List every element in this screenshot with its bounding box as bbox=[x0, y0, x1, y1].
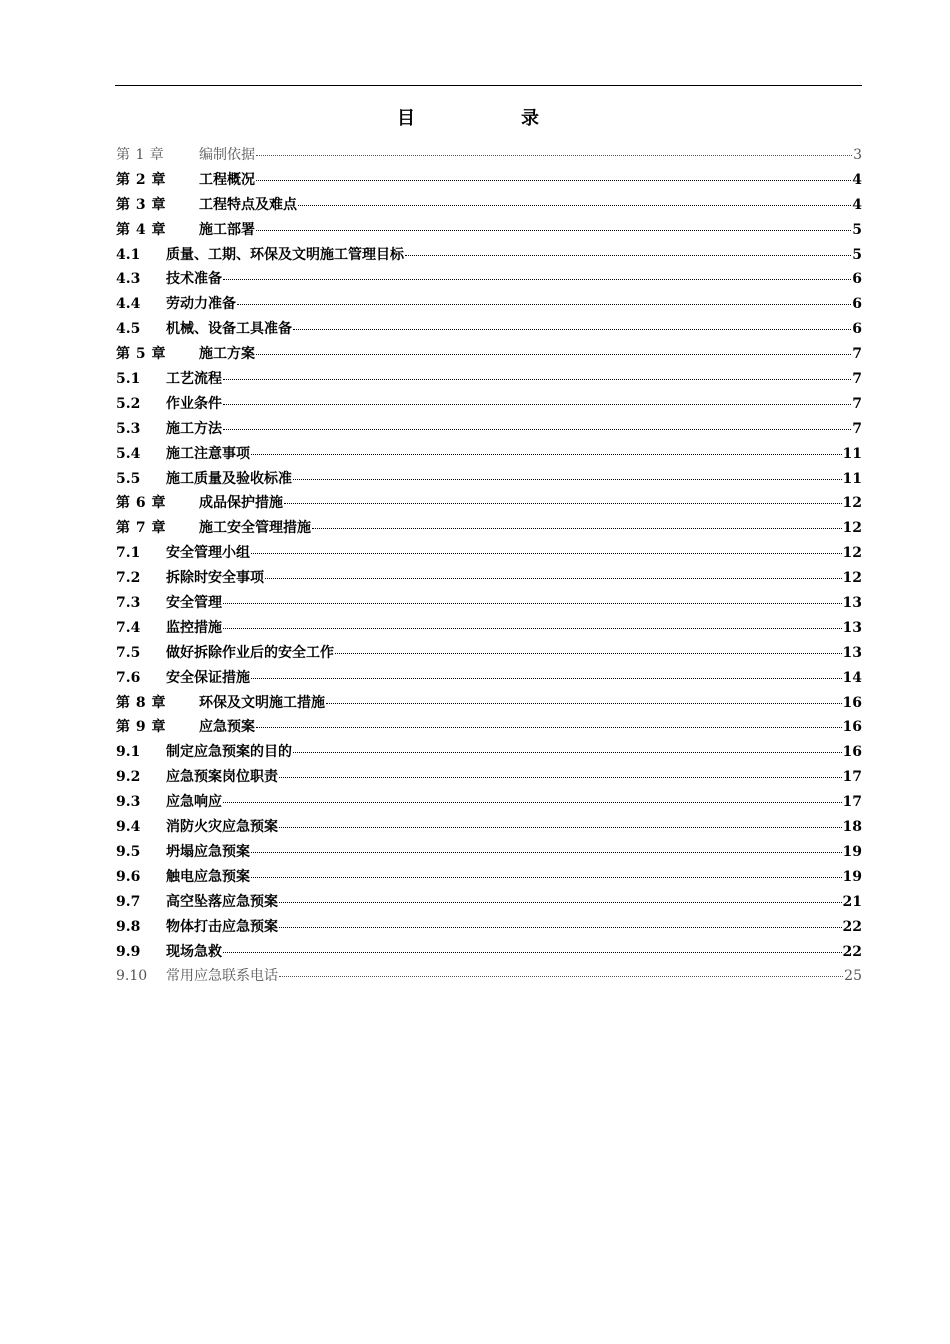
toc-entry-label: 安全管理 bbox=[166, 595, 222, 612]
toc-entry[interactable] bbox=[116, 143, 862, 168]
toc-entry-page: 16 bbox=[842, 744, 862, 761]
toc-dot-leader bbox=[223, 603, 842, 604]
toc-entry-number: 5.2 bbox=[116, 395, 141, 412]
toc-dot-leader bbox=[251, 852, 842, 853]
toc-dot-leader bbox=[335, 653, 842, 654]
toc-entry-number: 9.7 bbox=[116, 893, 141, 910]
toc-dot-leader bbox=[293, 479, 842, 480]
toc-entry-page: 16 bbox=[842, 719, 862, 736]
toc-entry-number: 4.1 bbox=[116, 246, 141, 263]
toc-dot-leader bbox=[256, 230, 851, 231]
toc-entry-label: 施工部署 bbox=[199, 221, 255, 238]
toc-entry[interactable] bbox=[116, 168, 862, 193]
toc-entry[interactable] bbox=[116, 442, 862, 467]
toc-entry-number: 第 2 章 bbox=[116, 171, 166, 188]
toc-entry-label: 技术准备 bbox=[166, 271, 222, 288]
toc-entry[interactable] bbox=[116, 964, 862, 989]
toc-entry-number: 9.5 bbox=[116, 843, 141, 860]
toc-entry-label: 质量、工期、环保及文明施工管理目标 bbox=[166, 246, 404, 263]
toc-entry-label: 制定应急预案的目的 bbox=[166, 744, 292, 761]
toc-dot-leader bbox=[256, 354, 851, 355]
toc-entry-page: 5 bbox=[852, 221, 862, 238]
toc-entry-page: 7 bbox=[852, 346, 862, 363]
toc-entry-label: 安全管理小组 bbox=[166, 545, 250, 562]
toc-entry-page: 19 bbox=[842, 868, 862, 885]
toc-entry[interactable] bbox=[116, 342, 862, 367]
toc-entry-label: 施工注意事项 bbox=[166, 445, 250, 462]
toc-entry-label: 高空坠落应急预案 bbox=[166, 893, 278, 910]
toc-dot-leader bbox=[279, 976, 843, 977]
toc-entry-page: 17 bbox=[842, 769, 862, 786]
toc-entry[interactable] bbox=[116, 616, 862, 641]
toc-dot-leader bbox=[223, 404, 851, 405]
toc-dot-leader bbox=[279, 777, 842, 778]
toc-entry-page: 13 bbox=[842, 644, 862, 661]
toc-dot-leader bbox=[223, 429, 851, 430]
toc-dot-leader bbox=[256, 155, 852, 156]
toc-entry-label: 施工质量及验收标准 bbox=[166, 470, 292, 487]
toc-entry-label: 坍塌应急预案 bbox=[166, 843, 250, 860]
toc-entry-number: 4.3 bbox=[116, 271, 141, 288]
toc-entry[interactable] bbox=[116, 417, 862, 442]
toc-entry[interactable] bbox=[116, 317, 862, 342]
toc-entry-number: 5.3 bbox=[116, 420, 141, 437]
toc-dot-leader bbox=[256, 727, 842, 728]
toc-dot-leader bbox=[256, 180, 851, 181]
toc-entry-label: 成品保护措施 bbox=[199, 495, 283, 512]
toc-entry[interactable] bbox=[116, 566, 862, 591]
toc-entry-label: 机械、设备工具准备 bbox=[166, 321, 292, 338]
toc-entry-label: 编制依据 bbox=[199, 147, 255, 163]
toc-entry-label: 触电应急预案 bbox=[166, 868, 250, 885]
toc-entry[interactable] bbox=[116, 591, 862, 616]
toc-dot-leader bbox=[223, 279, 851, 280]
toc-entry[interactable] bbox=[116, 765, 862, 790]
toc-entry-label: 环保及文明施工措施 bbox=[199, 694, 325, 711]
toc-entry[interactable] bbox=[116, 890, 862, 915]
toc-entry-number: 4.5 bbox=[116, 321, 141, 338]
toc-entry-label: 劳动力准备 bbox=[166, 296, 236, 313]
toc-entry[interactable] bbox=[116, 467, 862, 492]
toc-entry-number: 9.2 bbox=[116, 769, 141, 786]
toc-entry-number: 9.3 bbox=[116, 794, 141, 811]
toc-dot-leader bbox=[298, 205, 851, 206]
toc-entry-page: 4 bbox=[852, 196, 862, 213]
toc-entry-page: 21 bbox=[842, 893, 862, 910]
toc-entry-label: 应急响应 bbox=[166, 794, 222, 811]
toc-entry-number: 7.6 bbox=[116, 669, 141, 686]
toc-entry-label: 施工安全管理措施 bbox=[199, 520, 311, 537]
toc-entry-label: 施工方法 bbox=[166, 420, 222, 437]
toc-entry-number: 7.2 bbox=[116, 570, 141, 587]
toc-entry-number: 第 1 章 bbox=[116, 147, 165, 163]
toc-entry[interactable] bbox=[116, 218, 862, 243]
toc-entry[interactable] bbox=[116, 840, 862, 865]
toc-entry-page: 12 bbox=[842, 495, 862, 512]
toc-entry[interactable] bbox=[116, 740, 862, 765]
toc-entry-label: 监控措施 bbox=[166, 619, 222, 636]
toc-entry-label: 应急预案岗位职责 bbox=[166, 769, 278, 786]
toc-dot-leader bbox=[279, 827, 842, 828]
toc-entry-number: 9.8 bbox=[116, 918, 141, 935]
toc-entry[interactable] bbox=[116, 915, 862, 940]
toc-entry[interactable] bbox=[116, 815, 862, 840]
toc-entry-label: 工程特点及难点 bbox=[199, 196, 297, 213]
toc-dot-leader bbox=[279, 902, 842, 903]
toc-dot-leader bbox=[251, 454, 842, 455]
toc-entry-label: 常用应急联系电话 bbox=[166, 968, 278, 985]
toc-entry-page: 13 bbox=[842, 595, 862, 612]
toc-entry-number: 第 3 章 bbox=[116, 196, 166, 213]
toc-dot-leader bbox=[293, 329, 851, 330]
toc-entry[interactable] bbox=[116, 292, 862, 317]
toc-dot-leader bbox=[237, 304, 851, 305]
toc-entry-page: 7 bbox=[852, 395, 862, 412]
toc-entry[interactable] bbox=[116, 865, 862, 890]
toc-entry-number: 第 4 章 bbox=[116, 221, 166, 238]
toc-dot-leader bbox=[293, 752, 842, 753]
toc-entry[interactable] bbox=[116, 491, 862, 516]
toc-dot-leader bbox=[312, 528, 842, 529]
toc-dot-leader bbox=[405, 255, 851, 256]
toc-entry-number: 7.5 bbox=[116, 644, 141, 661]
toc-entry-page: 7 bbox=[852, 371, 862, 388]
toc-entry-number: 4.4 bbox=[116, 296, 141, 313]
toc-entry-label: 应急预案 bbox=[199, 719, 255, 736]
toc-entry-page: 3 bbox=[853, 147, 862, 163]
toc-entry-page: 12 bbox=[842, 545, 862, 562]
toc-entry-page: 6 bbox=[852, 296, 862, 313]
toc-entry[interactable] bbox=[116, 691, 862, 716]
toc-dot-leader bbox=[284, 503, 842, 504]
toc-entry-label: 拆除时安全事项 bbox=[166, 570, 264, 587]
toc-entry-label: 物体打击应急预案 bbox=[166, 918, 278, 935]
toc-entry-number: 7.4 bbox=[116, 619, 141, 636]
toc-entry[interactable] bbox=[116, 193, 862, 218]
toc-entry-label: 工艺流程 bbox=[166, 371, 222, 388]
toc-entry-number: 9.4 bbox=[116, 819, 141, 836]
toc-entry-page: 12 bbox=[842, 570, 862, 587]
toc-entry-number: 9.9 bbox=[116, 943, 141, 960]
toc-entry-page: 16 bbox=[842, 694, 862, 711]
toc-dot-leader bbox=[265, 578, 842, 579]
toc-entry-page: 4 bbox=[852, 171, 862, 188]
toc-entry[interactable] bbox=[116, 516, 862, 541]
toc-entry-page: 7 bbox=[852, 420, 862, 437]
toc-dot-leader bbox=[223, 379, 851, 380]
toc-entry-page: 6 bbox=[852, 321, 862, 338]
toc-entry[interactable] bbox=[116, 541, 862, 566]
toc-entry-page: 6 bbox=[852, 271, 862, 288]
toc-dot-leader bbox=[223, 628, 842, 629]
toc-entry-page: 11 bbox=[842, 445, 862, 462]
toc-entry-number: 第 7 章 bbox=[116, 520, 166, 537]
toc-dot-leader bbox=[223, 952, 842, 953]
toc-entry[interactable] bbox=[116, 715, 862, 740]
toc-entry-label: 工程概况 bbox=[199, 171, 255, 188]
table-of-contents bbox=[116, 143, 862, 989]
toc-entry-label: 做好拆除作业后的安全工作 bbox=[166, 644, 334, 661]
toc-dot-leader bbox=[279, 927, 842, 928]
toc-entry[interactable] bbox=[116, 790, 862, 815]
toc-dot-leader bbox=[251, 877, 842, 878]
header-rule bbox=[115, 85, 862, 86]
toc-entry-number: 9.1 bbox=[116, 744, 141, 761]
toc-entry-number: 第 8 章 bbox=[116, 694, 166, 711]
toc-dot-leader bbox=[326, 703, 842, 704]
toc-dot-leader bbox=[223, 802, 842, 803]
toc-entry-label: 施工方案 bbox=[199, 346, 255, 363]
toc-entry-number: 第 5 章 bbox=[116, 346, 166, 363]
toc-entry-page: 17 bbox=[842, 794, 862, 811]
toc-entry-label: 现场急救 bbox=[166, 943, 222, 960]
toc-entry[interactable] bbox=[116, 392, 862, 417]
toc-entry-page: 14 bbox=[842, 669, 862, 686]
toc-title: 目 录 bbox=[397, 108, 583, 129]
toc-entry-number: 5.5 bbox=[116, 470, 141, 487]
toc-entry-page: 19 bbox=[842, 843, 862, 860]
toc-dot-leader bbox=[251, 553, 842, 554]
toc-entry-label: 安全保证措施 bbox=[166, 669, 250, 686]
toc-entry-number: 9.10 bbox=[116, 968, 148, 985]
toc-entry[interactable] bbox=[116, 267, 862, 292]
toc-entry-page: 18 bbox=[842, 819, 862, 836]
toc-entry-number: 7.3 bbox=[116, 595, 141, 612]
toc-entry-page: 22 bbox=[842, 943, 862, 960]
toc-dot-leader bbox=[251, 678, 842, 679]
toc-entry-page: 12 bbox=[842, 520, 862, 537]
toc-entry[interactable] bbox=[116, 243, 862, 268]
toc-entry-number: 5.1 bbox=[116, 371, 141, 388]
toc-entry-number: 5.4 bbox=[116, 445, 141, 462]
toc-entry-page: 25 bbox=[844, 968, 862, 985]
toc-entry-number: 第 9 章 bbox=[116, 719, 166, 736]
toc-entry-number: 9.6 bbox=[116, 868, 141, 885]
toc-entry-number: 第 6 章 bbox=[116, 495, 166, 512]
toc-entry[interactable] bbox=[116, 641, 862, 666]
toc-entry-label: 作业条件 bbox=[166, 395, 222, 412]
toc-entry[interactable] bbox=[116, 367, 862, 392]
toc-entry-page: 22 bbox=[842, 918, 862, 935]
toc-entry[interactable] bbox=[116, 940, 862, 965]
toc-entry-number: 7.1 bbox=[116, 545, 141, 562]
toc-entry-page: 5 bbox=[852, 246, 862, 263]
toc-entry-label: 消防火灾应急预案 bbox=[166, 819, 278, 836]
toc-entry-page: 11 bbox=[842, 470, 862, 487]
toc-entry[interactable] bbox=[116, 666, 862, 691]
toc-entry-page: 13 bbox=[842, 619, 862, 636]
